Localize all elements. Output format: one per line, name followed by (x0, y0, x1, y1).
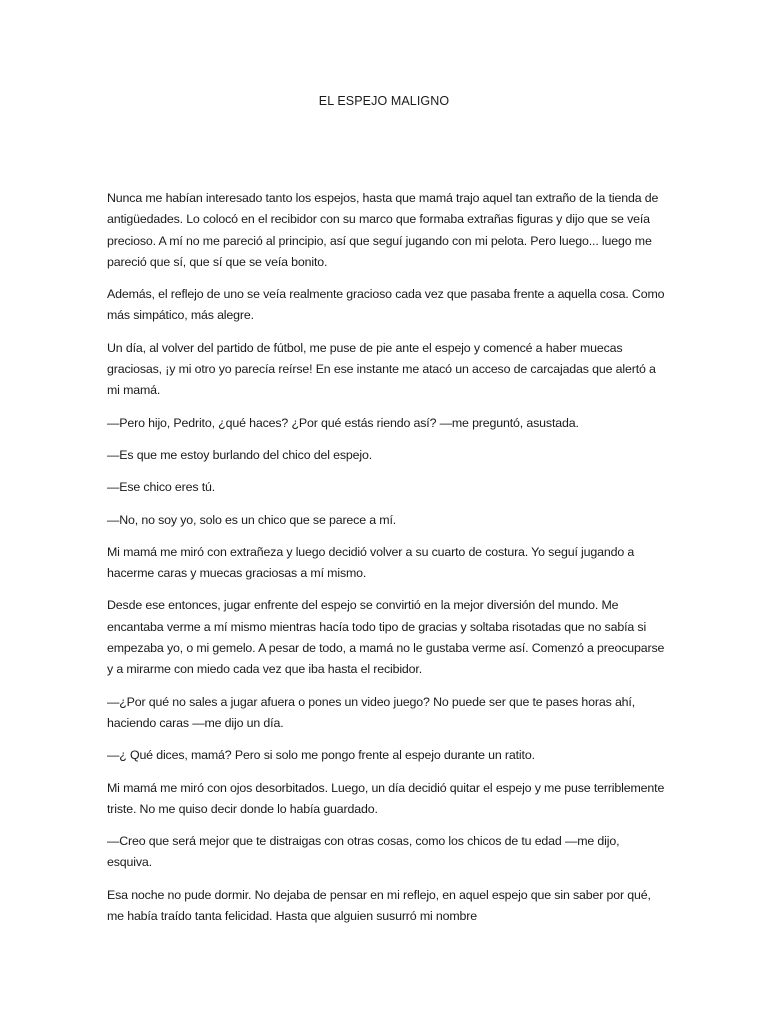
paragraph-14: Esa noche no pude dormir. No dejaba de pensar en mi reflejo, en aquel espejo que sin saber por qué, me había traído tanta felicidad. Hasta que alguien susurró mi nombre (107, 887, 651, 924)
document-title: EL ESPEJO MALIGNO (318, 94, 450, 108)
paragraph-10: —¿Por qué no sales a jugar afuera o pones un video juego? No puede ser que te pases horas ahí, haciendo caras —me dijo un día. (107, 694, 636, 730)
paragraph-9: Desde ese entonces, jugar enfrente del espejo se convirtió en la mejor diversión del mundo. Me encantaba verme a mí mismo mientras hacía todo tipo de gracias y soltaba risotadas que no sabía si empezaba yo, o mi gemelo. A pesar de todo, a mamá no le gustaba verme así. Comenzó a preocuparse y a mirarme con miedo cada vez que iba hasta el recibidor. (107, 598, 665, 677)
paragraph-3: Un día, al volver del partido de fútbol, me puse de pie ante el espejo y comencé a haber muecas graciosas, ¡y mi otro yo parecía reírse! En ese instante me atacó un acceso de carcajadas que alertó a mi mamá. (107, 340, 656, 398)
paragraph-4: —Pero hijo, Pedrito, ¿qué haces? ¿Por qué estás riendo así? —me preguntó, asustada. (107, 415, 579, 430)
document-body (107, 188, 667, 938)
paragraph-1: Nunca me habían interesado tanto los espejos, hasta que mamá trajo aquel tan extraño de la tienda de antigüedades. Lo colocó en el recibidor con su marco que formaba extrañas figuras y dijo que se veía precioso. A mí no me pareció al principio, así que seguí jugando con mi pelota. Pero luego... luego me pareció que sí, que sí que se veía bonito. (107, 191, 659, 269)
paragraph-12: Mi mamá me miró con ojos desorbitados. Luego, un día decidió quitar el espejo y me puse terriblemente triste. No me quiso decir donde lo había guardado. (107, 780, 665, 816)
paragraph-2: Además, el reflejo de uno se veía realmente gracioso cada vez que pasaba frente a aquella cosa. Como más simpático, más alegre. (107, 287, 665, 323)
paragraph-5: —Es que me estoy burlando del chico del espejo. (107, 447, 373, 462)
paragraph-7: —No, no soy yo, solo es un chico que se parece a mí. (107, 512, 397, 527)
paragraph-8: Mi mamá me miró con extrañeza y luego decidió volver a su cuarto de costura. Yo seguí jugando a hacerme caras y muecas graciosas a mí mismo. (107, 544, 635, 581)
paragraph-11: —¿ Qué dices, mamá? Pero si solo me pongo frente al espejo durante un ratito. (107, 748, 535, 763)
paragraph-6: —Ese chico eres tú. (107, 480, 216, 495)
paragraph-13: —Creo que será mejor que te distraigas con otras cosas, como los chicos de tu edad —me dijo, esquiva. (107, 834, 620, 870)
